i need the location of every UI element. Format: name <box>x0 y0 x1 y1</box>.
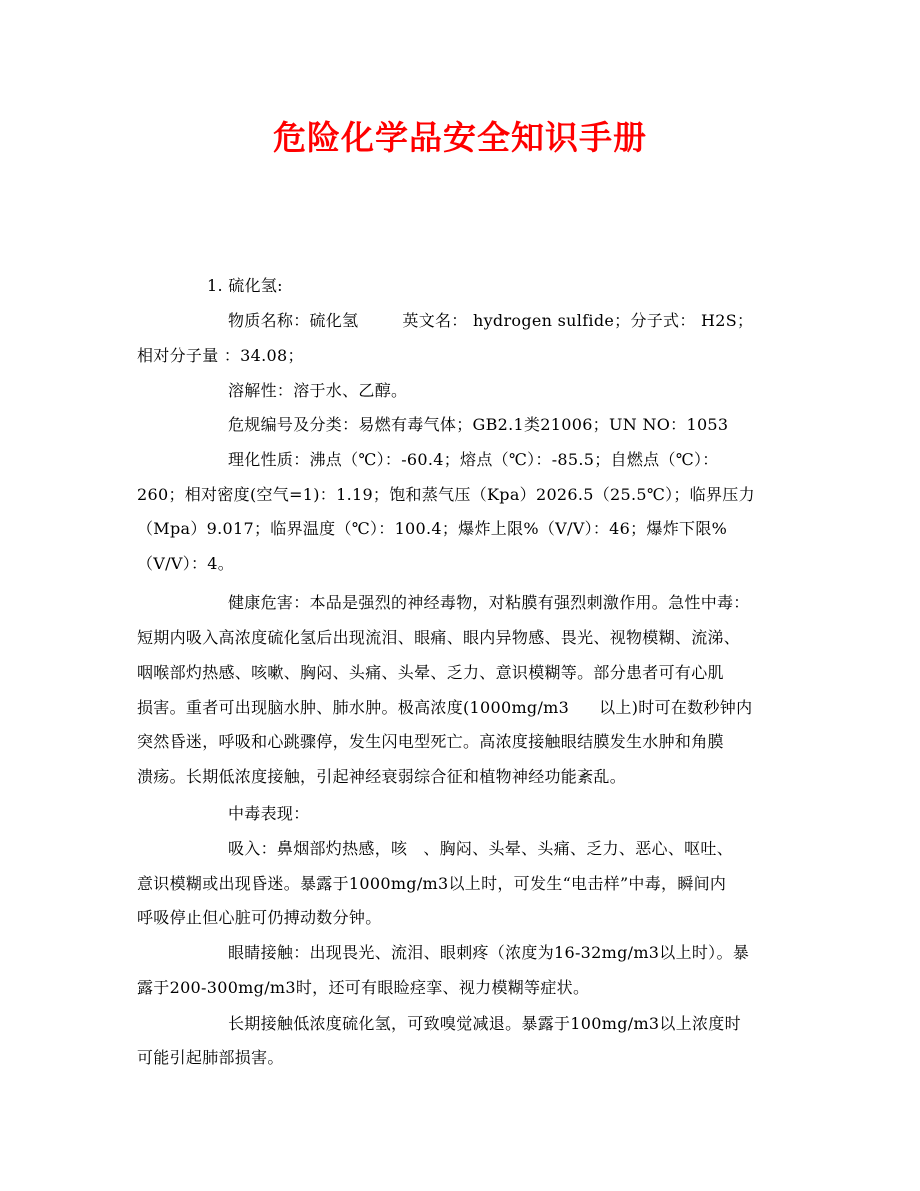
substance-name-line <box>228 310 753 332</box>
health-hazard-line-4-part-a: 损害。重者可出现脑水肿、肺水肿。极高浓度(1000mg/m3 <box>137 698 570 717</box>
inhalation-line-1 <box>228 838 733 860</box>
health-hazard-line-2: 短期内吸入高浓度硫化氢后出现流泪、眼痛、眼内异物感、畏光、视物模糊、流涕、 <box>137 628 741 647</box>
physical-properties-line-3: （Mpa）9.017；临界温度（℃）：100.4；爆炸上限%（V/V）：46；爆炸下限% <box>137 519 728 538</box>
chronic-exposure-line-2: 可能引起肺部损害。 <box>137 1048 284 1067</box>
health-hazard-line-4 <box>137 697 752 719</box>
health-hazard-line-5: 突然昏迷，呼吸和心跳骤停，发生闪电型死亡。高浓度接触眼结膜发生水肿和角膜 <box>137 732 724 751</box>
symptoms-heading: 中毒表现： <box>228 804 310 823</box>
physical-properties-line-4: （V/V）：4。 <box>137 554 235 573</box>
health-hazard-line-6: 溃疡。长期低浓度接触，引起神经衰弱综合征和植物神经功能紊乱。 <box>137 767 627 786</box>
document-title: 危险化学品安全知识手册 <box>273 118 647 157</box>
physical-properties-line-2: 260；相对密度(空气=1)：1.19；饱和蒸气压（Kpa）2026.5（25.5℃）；临界压力 <box>137 485 755 504</box>
chronic-exposure-line-1: 长期接触低浓度硫化氢，可致嗅觉减退。暴露于100mg/m3以上浓度时 <box>228 1014 741 1033</box>
physical-properties-line-1: 理化性质：沸点（℃）：-60.4；熔点（℃）：-85.5；自燃点（℃）： <box>228 450 719 469</box>
section-heading: 1. 硫化氢: <box>207 276 283 295</box>
inhalation-line-1-part-a: 吸入：鼻烟部灼热感，咳 <box>228 839 408 858</box>
hazard-classification: 危规编号及分类：易燃有毒气体；GB2.1类21006；UN NO：1053 <box>228 415 729 434</box>
inhalation-line-2: 意识模糊或出现昏迷。暴露于1000mg/m3以上时，可发生“电击样”中毒，瞬间内 <box>137 874 727 893</box>
solubility: 溶解性：溶于水、乙醇。 <box>228 381 408 400</box>
health-hazard-line-1: 健康危害：本品是强烈的神经毒物，对粘膜有强烈刺激作用。急性中毒： <box>228 593 750 612</box>
health-hazard-line-4-part-b: 以上)时可在数秒钟内 <box>599 698 753 717</box>
health-hazard-line-3: 咽喉部灼热感、咳嗽、胸闷、头痛、头晕、乏力、意识模糊等。部分患者可有心肌 <box>137 663 724 682</box>
eye-contact-line-2: 露于200-300mg/m3时，还可有眼睑痉挛、视力模糊等症状。 <box>137 978 590 997</box>
inhalation-line-3: 呼吸停止但心脏可仍搏动数分钟。 <box>137 908 382 927</box>
inhalation-line-1-part-b: 、胸闷、头晕、头痛、乏力、恶心、呕吐、 <box>423 839 734 858</box>
eye-contact-line-1: 眼睛接触：出现畏光、流泪、眼刺疼（浓度为16-32mg/m3以上时）。暴 <box>228 943 750 962</box>
substance-name: 物质名称：硫化氢 <box>228 311 359 330</box>
molecular-weight: 相对分子量 ：34.08； <box>137 346 304 365</box>
english-name-formula: 英文名： hydrogen sulfide；分子式： H2S； <box>402 311 754 330</box>
